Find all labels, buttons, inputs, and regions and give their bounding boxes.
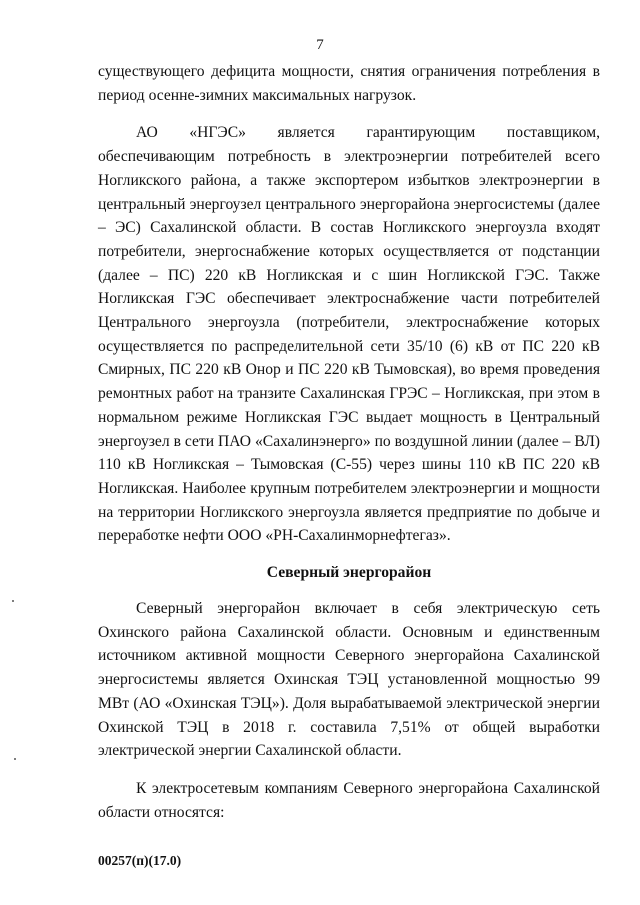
- paragraph-gap: [98, 107, 600, 121]
- paragraph-gap: [98, 763, 600, 777]
- paragraph-grid-companies: К электросетевым компаниям Северного энергорайона Сахалинской области относятся:: [98, 779, 600, 821]
- paragraph-continuation: существующего дефицита мощности, снятия ограничения потребления в период осенне-зимних максимальных нагрузок.: [98, 63, 600, 104]
- paragraph-northern-district: Северный энергорайон включает в себя электрическую сеть Охинского района Сахалинской области. Основным и единственным источником активной мощности Северного энергорайона Сахалинской энергосистемы является Охинская ТЭЦ установленной мощностью 99 МВт (АО «Охинская ТЭЦ»). Доля вырабатываемой электрической энергии Охинской ТЭЦ в 2018 г. составила 7,51% от общей выработки электрической энергии Сахалинской области.: [98, 600, 600, 760]
- page-number: 7: [316, 37, 324, 53]
- section-heading: Северный энергорайон: [266, 564, 432, 582]
- document-code: 00257(п)(17.0): [98, 853, 182, 868]
- scan-artifact: [14, 758, 16, 760]
- paragraph-ngues: АО «НГЭС» является гарантирующим поставщиком, обеспечивающим потребность в электроэнергии потребителей всего Ногликского района, а также экспортером избытков электроэнергии в центральный энергоузел центрального энергорайона энергосистемы (далее – ЭС) Сахалинской области. В состав Ногликского энергоузла входят потребители, энергоснабжение которых осуществляется от подстанции (далее – ПС) 220 кВ Ногликская и с шин Ногликской ГЭС. Также Ногликская ГЭС обеспечивает электроснабжение части потребителей Центрального энергоузла (потребители, электроснабжение которых осуществляется по распределительной сети 35/10 (6) кВ от ПС 220 кВ Смирных, ПС 220 кВ Онор и ПС 220 кВ Тымовская), во время проведения ремонтных работ на транзите Сахалинская ГРЭС – Ногликская, при этом в нормальном режиме Ногликская ГЭС выдает мощность в Центральный энергоузел в сети ПАО «Сахалинэнерго» по воздушной линии (далее – ВЛ) 110 кВ Ногликская – Тымовская (С-55) через шины 110 кВ ПС 220 кВ Ногликская. Наиболее крупным потребителем электроэнергии и мощности на территории Ногликского энергоузла является предприятие по добыче и переработке нефти ООО «РН-Сахалинморнефтегаз».: [98, 124, 600, 545]
- page-body: [98, 60, 600, 824]
- scan-artifact: [12, 600, 14, 602]
